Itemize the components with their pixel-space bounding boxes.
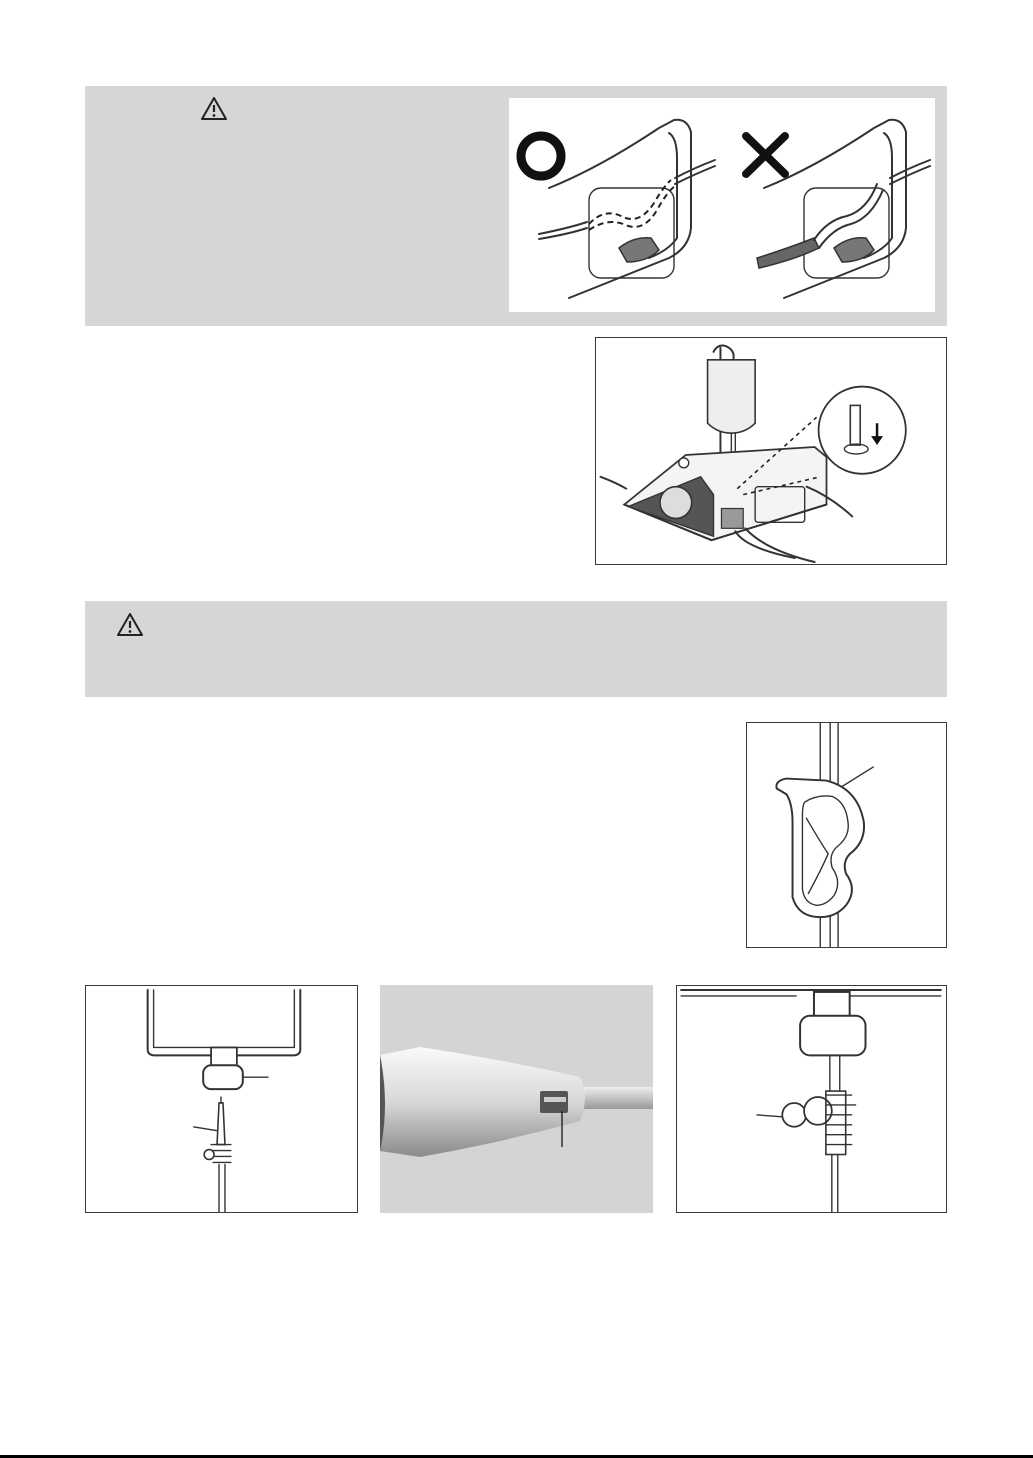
pump-correct-drawing xyxy=(539,120,715,298)
cross-x-icon xyxy=(746,136,785,174)
warning-triangle-icon xyxy=(116,612,144,638)
pump-unit-iv-bag-figure xyxy=(595,337,947,565)
warning-triangle-icon xyxy=(200,96,228,122)
spike-in-bag-figure xyxy=(676,985,947,1213)
caution-box-1 xyxy=(85,86,947,326)
pump-tube-correct-incorrect-figure xyxy=(509,98,935,312)
circle-o-icon xyxy=(521,136,561,176)
tube-clamp-figure xyxy=(746,722,947,948)
pump-incorrect-drawing xyxy=(757,120,930,298)
handpiece-tube-figure xyxy=(380,985,653,1213)
bag-port-spike-figure xyxy=(85,985,358,1213)
caution-box-2 xyxy=(85,601,947,697)
